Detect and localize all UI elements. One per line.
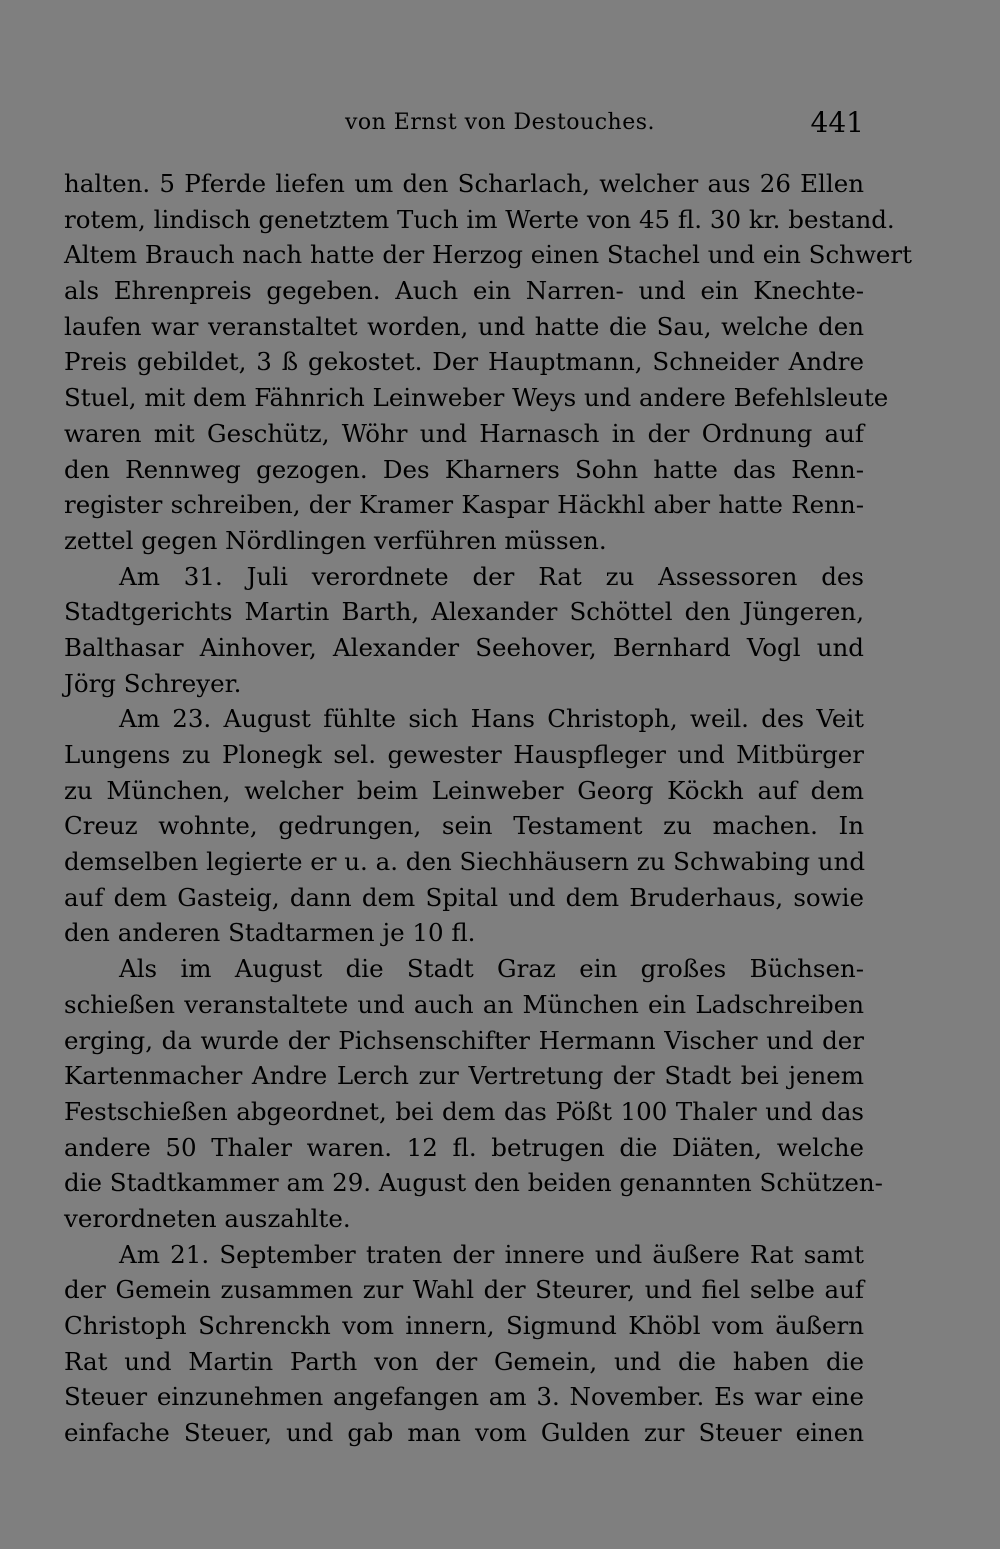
text-line: Am 23. August fühlte sich Hans Christoph, weil. des Veit [119, 704, 864, 734]
text-line: den Rennweg gezogen. Des Kharners Sohn hatte das Renn- [64, 454, 864, 484]
text-line: andere 50 Thaler waren. 12 fl. betrugen die Diäten, welche [64, 1132, 864, 1162]
text-line: den anderen Stadtarmen je 10 fl. [64, 918, 476, 948]
body-text [64, 166, 912, 1451]
text-line: Creuz wohnte, gedrungen, sein Testament zu machen. In [64, 811, 864, 841]
text-line: register schreiben, der Kramer Kaspar Häckhl aber hatte Renn- [64, 490, 864, 520]
text-line: Kartenmacher Andre Lerch zur Vertretung der Stadt bei jenem [64, 1061, 864, 1091]
page-number: 441 [810, 106, 864, 139]
text-line: der Gemein zusammen zur Wahl der Steurer, und fiel selbe auf [64, 1275, 864, 1305]
text-line: Preis gebildet, 3 ß gekostet. Der Hauptmann, Schneider Andre [64, 347, 864, 377]
running-head: von Ernst von Destouches. [344, 110, 656, 135]
text-line: auf dem Gasteig, dann dem Spital und dem Bruderhaus, sowie [64, 882, 864, 912]
text-line: laufen war veranstaltet worden, und hatte die Sau, welche den [64, 311, 864, 341]
text-line: Am 31. Juli verordnete der Rat zu Assessoren des [119, 561, 864, 591]
text-line: Festschießen abgeordnet, bei dem das Pößt 100 Thaler und das [64, 1096, 864, 1126]
text-line: schießen veranstaltete und auch an München ein Ladschreiben [64, 989, 864, 1019]
text-line: Stuel, mit dem Fähnrich Leinweber Weys und andere Befehlsleute [64, 383, 889, 413]
text-line: zu München, welcher beim Leinweber Georg Köckh auf dem [64, 775, 864, 805]
text-line: halten. 5 Pferde liefen um den Scharlach, welcher aus 26 Ellen [64, 169, 864, 198]
text-line: verordneten auszahlte. [64, 1203, 351, 1233]
page-header [0, 104, 1000, 140]
text-line: die Stadtkammer am 29. August den beiden genannten Schützen- [64, 1168, 883, 1198]
text-line: Altem Brauch nach hatte der Herzog einen Stachel und ein Schwert [64, 240, 912, 270]
text-line: zettel gegen Nördlingen verführen müssen. [64, 525, 607, 555]
text-line: Christoph Schrenckh vom innern, Sigmund Khöbl vom äußern [64, 1311, 864, 1340]
text-line: Rat und Martin Parth von der Gemein, und die haben die [64, 1346, 864, 1376]
text-line: Balthasar Ainhover, Alexander Seehover, Bernhard Vogl und [64, 632, 864, 662]
text-line: Steuer einzunehmen angefangen am 3. November. Es war eine [64, 1382, 864, 1412]
text-line: Lungens zu Plonegk sel. gewester Hauspfleger und Mitbürger [64, 740, 864, 769]
text-line: einfache Steuer, und gab man vom Gulden zur Steuer einen [64, 1418, 864, 1448]
text-line: erging, da wurde der Pichsenschifter Hermann Vischer und der [64, 1025, 864, 1055]
text-line: rotem, lindisch genetztem Tuch im Werte von 45 fl. 30 kr. bestand. [64, 204, 895, 234]
text-line: Stadtgerichts Martin Barth, Alexander Schöttel den Jüngeren, [64, 597, 864, 627]
text-line: waren mit Geschütz, Wöhr und Harnasch in der Ordnung auf [64, 418, 864, 448]
text-line: demselben legierte er u. a. den Siechhäusern zu Schwabing und [64, 847, 866, 877]
text-line: Als im August die Stadt Graz ein großes Büchsen- [119, 954, 864, 984]
text-line: Jörg Schreyer. [64, 668, 242, 698]
text-line: Am 21. September traten der innere und äußere Rat samt [119, 1239, 864, 1269]
text-line: als Ehrenpreis gegeben. Auch ein Narren- und ein Knechte- [64, 276, 864, 306]
